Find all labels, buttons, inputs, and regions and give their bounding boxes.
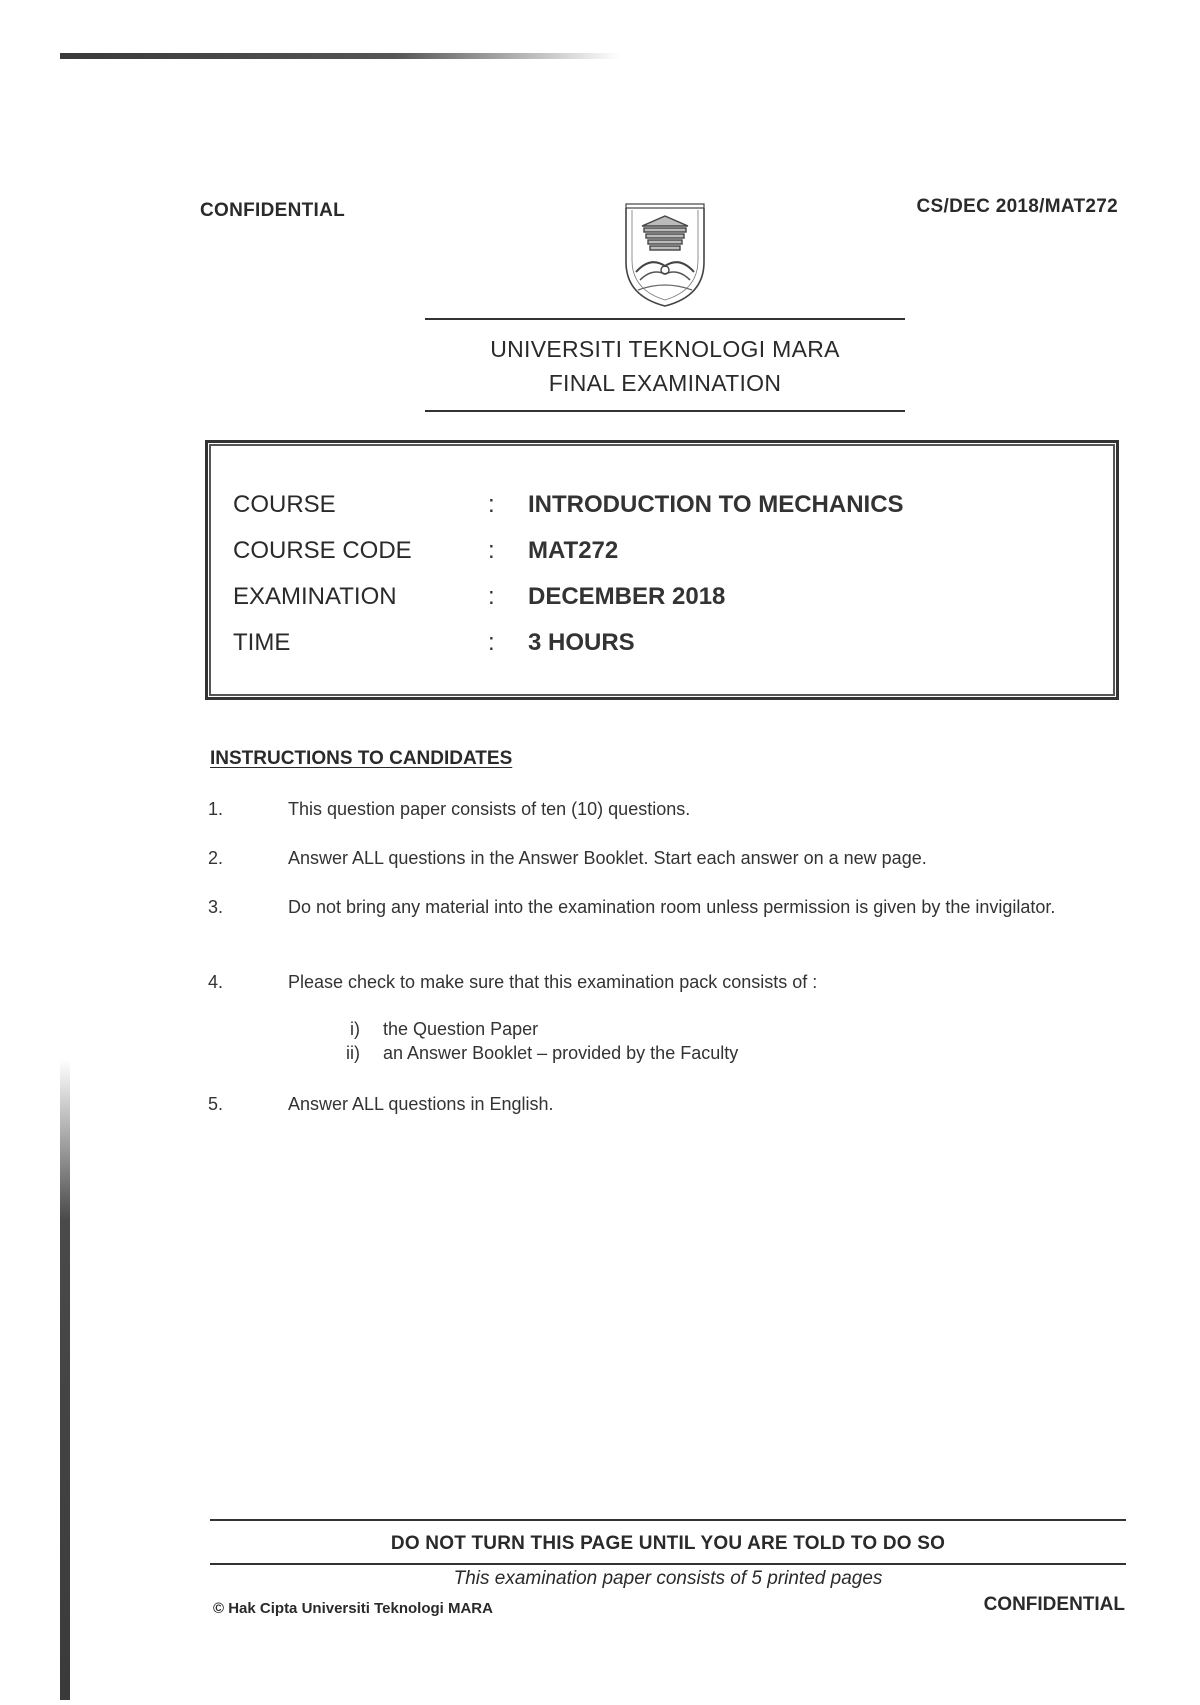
instruction-number: 5. <box>208 1094 224 1114</box>
info-label: TIME <box>233 629 291 656</box>
info-colon: : <box>488 583 495 610</box>
printed-pages-note: This examination paper consists of 5 printed pages <box>453 1568 883 1589</box>
info-row-time <box>208 629 1116 669</box>
title-rule-top <box>425 318 905 320</box>
subitem-number: ii) <box>346 1043 360 1063</box>
pack-subitem <box>322 1043 738 1064</box>
paper-code: CS/DEC 2018/MAT272 <box>916 196 1118 217</box>
footer-rule-bottom <box>210 1563 1126 1565</box>
instruction-text: Do not bring any material into the examination room unless permission is given by the invigilator. <box>288 897 1056 917</box>
exam-type: FINAL EXAMINATION <box>548 370 782 396</box>
info-label: COURSE CODE <box>233 537 412 564</box>
info-colon: : <box>488 537 495 564</box>
footer-warning: DO NOT TURN THIS PAGE UNTIL YOU ARE TOLD TO DO SO <box>390 1533 946 1554</box>
scan-edge-left <box>60 1060 70 1700</box>
info-value: INTRODUCTION TO MECHANICS <box>528 491 904 518</box>
instructions-title: INSTRUCTIONS TO CANDIDATES <box>210 748 513 769</box>
info-label: COURSE <box>233 491 336 518</box>
instruction-text: Answer ALL questions in English. <box>288 1094 554 1114</box>
subitem-text: the Question Paper <box>383 1019 539 1039</box>
university-crest-icon <box>620 200 710 310</box>
subitem-text: an Answer Booklet – provided by the Faculty <box>383 1043 739 1063</box>
university-name: UNIVERSITI TEKNOLOGI MARA <box>490 336 840 362</box>
info-colon: : <box>488 491 495 518</box>
info-label: EXAMINATION <box>233 583 397 610</box>
instruction-number: 1. <box>208 799 224 819</box>
instruction-number: 3. <box>208 897 224 917</box>
info-value: 3 HOURS <box>528 629 635 656</box>
scan-edge-top <box>60 53 620 59</box>
info-row-course-code <box>208 537 1116 577</box>
instruction-text: Please check to make sure that this examination pack consists of : <box>288 972 818 992</box>
subitem-number: i) <box>350 1019 360 1039</box>
course-info-box <box>205 440 1119 700</box>
info-colon: : <box>488 629 495 656</box>
confidential-label-top: CONFIDENTIAL <box>200 200 346 221</box>
copyright-notice: © Hak Cipta Universiti Teknologi MARA <box>213 1600 493 1617</box>
instruction-text: Answer ALL questions in the Answer Booklet. Start each answer on a new page. <box>288 848 927 868</box>
instruction-number: 4. <box>208 972 224 992</box>
info-row-course <box>208 491 1116 531</box>
footer-rule-top <box>210 1519 1126 1521</box>
title-block <box>425 332 905 400</box>
confidential-label-bottom: CONFIDENTIAL <box>983 1594 1125 1615</box>
instruction-number: 2. <box>208 848 224 868</box>
info-value: MAT272 <box>528 537 619 564</box>
title-rule-bottom <box>425 410 905 412</box>
info-row-examination <box>208 583 1116 623</box>
pack-subitem <box>322 1019 538 1040</box>
instruction-text: This question paper consists of ten (10) questions. <box>288 799 691 819</box>
info-value: DECEMBER 2018 <box>528 583 726 610</box>
